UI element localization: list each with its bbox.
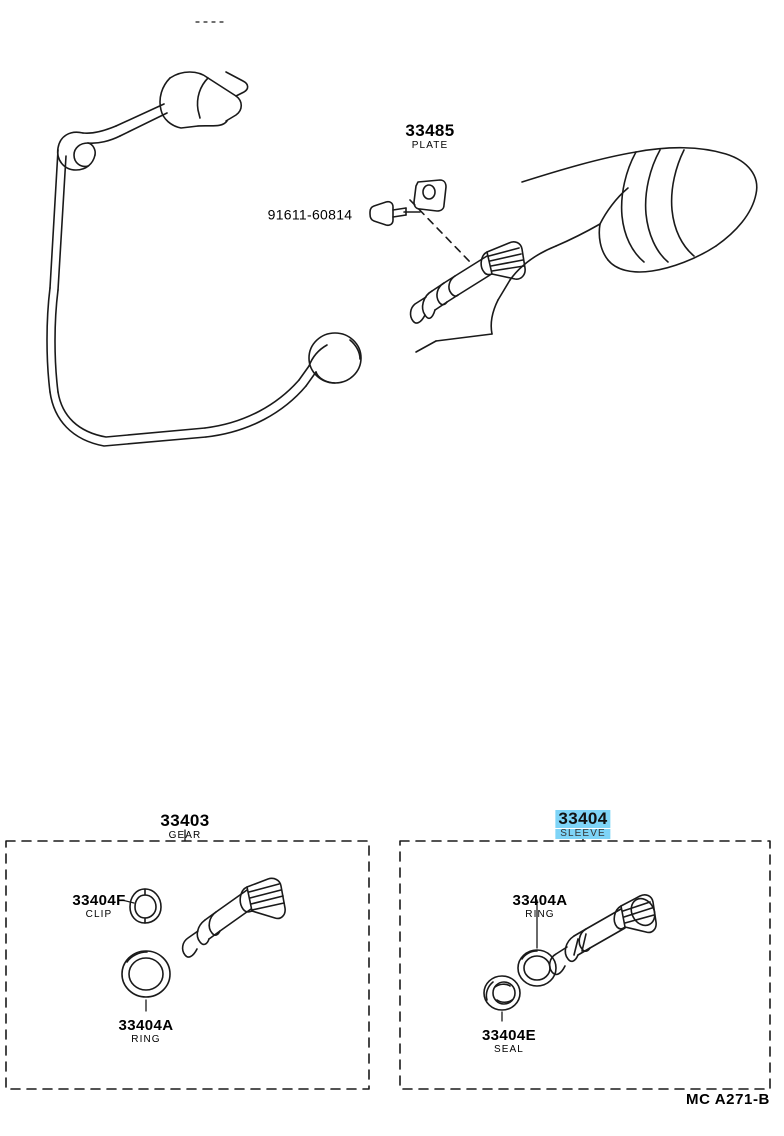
callout-33404e-seal: [482, 1028, 536, 1055]
callout-number: 33403: [160, 811, 210, 830]
callout-number: 33404E: [481, 1027, 537, 1044]
callout-number: 33404F: [72, 892, 126, 909]
callout-number: 91611-60814: [267, 206, 353, 223]
callout-number: 33485: [405, 121, 455, 140]
callout-33404-sleeve: [555, 810, 610, 839]
callout-subtitle: RING: [525, 908, 555, 920]
callout-number: 33404A: [118, 1017, 174, 1034]
callout-number: 33404: [555, 810, 610, 828]
diagram-footer-code: MC A271-B: [685, 1091, 770, 1108]
callout-33485: [405, 122, 454, 151]
callout-subtitle: PLATE: [411, 139, 449, 151]
callout-91611-60814: [268, 208, 353, 223]
callout-subtitle: SEAL: [494, 1043, 524, 1055]
callout-number: 33404A: [512, 892, 568, 909]
callout-33404f-clip: [72, 893, 125, 920]
callout-33404a-ring-right: [513, 893, 568, 920]
callout-subtitle: GEAR: [168, 829, 202, 841]
callout-subtitle: RING: [131, 1033, 161, 1045]
callout-33404a-ring-left: [119, 1018, 174, 1045]
callout-33403-gear: [160, 812, 209, 841]
callout-subtitle: CLIP: [85, 908, 113, 920]
callout-subtitle: SLEEVE: [555, 829, 610, 840]
